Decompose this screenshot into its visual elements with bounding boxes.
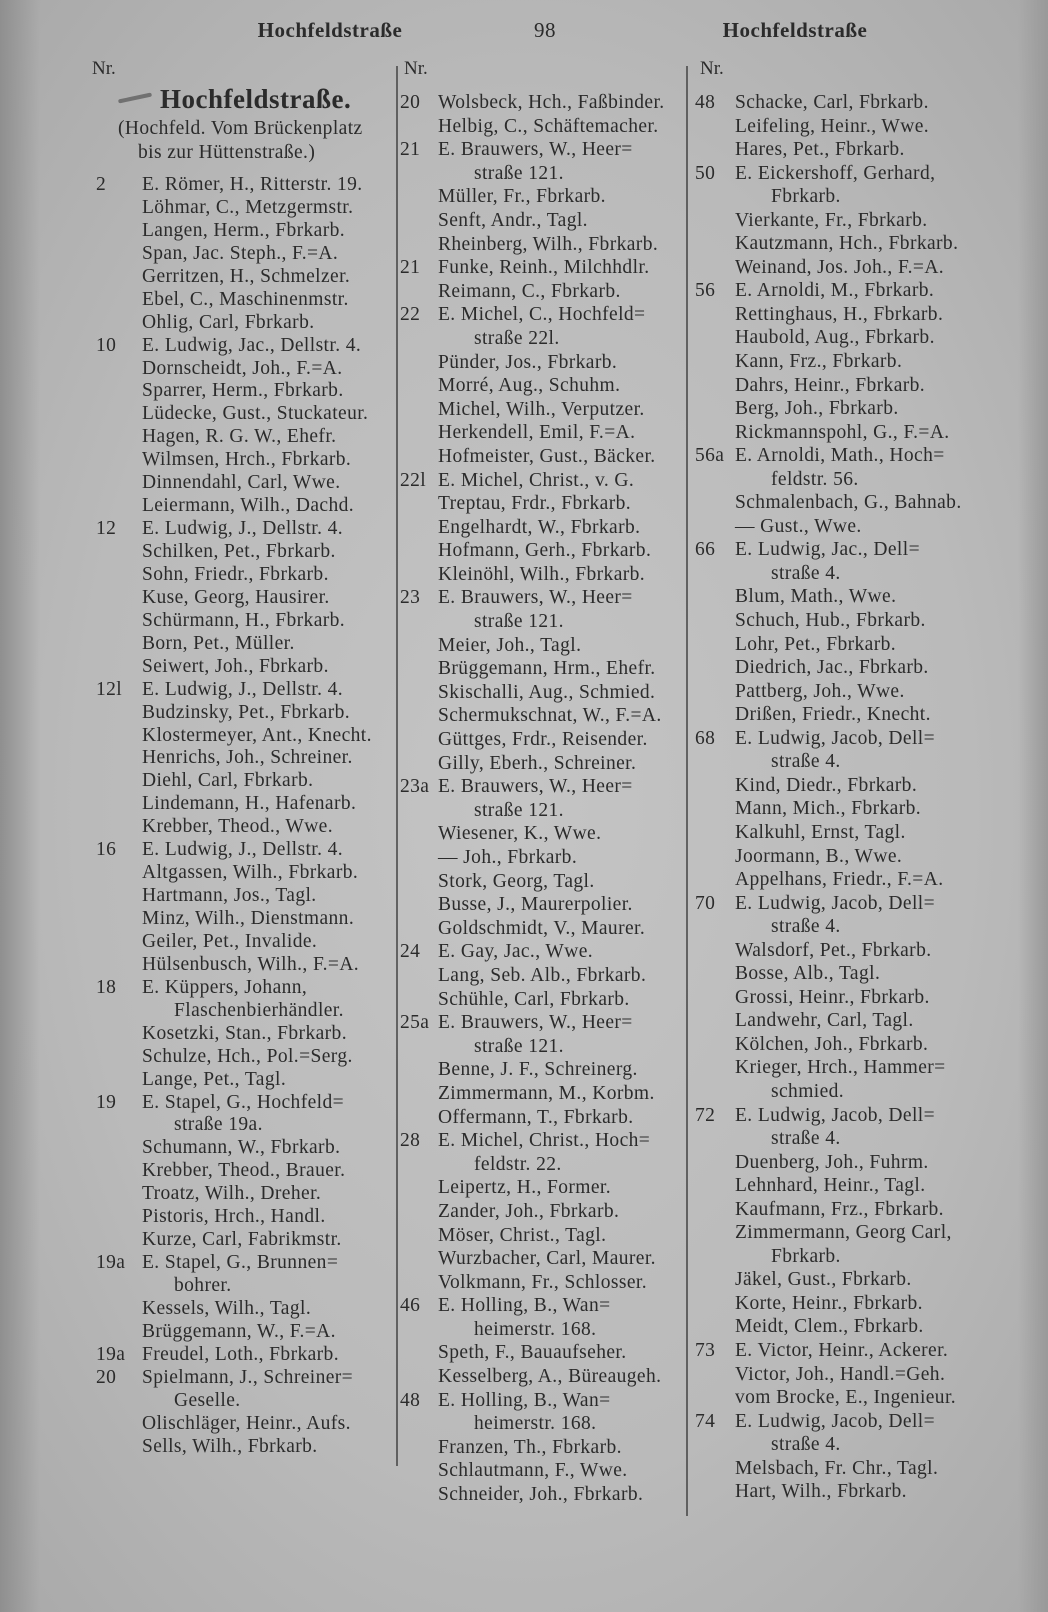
nr-column-heading: Nr. — [700, 58, 724, 79]
running-header-left: Hochfeldstraße — [257, 18, 403, 42]
resident-text: Leiermann, Wilh., Dachd. — [142, 495, 355, 517]
resident-text: Blum, Math., Wwe. — [735, 586, 897, 608]
resident-text: Sells, Wilh., Fbrkarb. — [142, 1435, 318, 1457]
resident-text: Diedrich, Jac., Fbrkarb. — [735, 657, 929, 679]
resident-text: Troatz, Wilh., Dreher. — [142, 1183, 322, 1205]
resident-text: Schumann, W., Fbrkarb. — [142, 1137, 341, 1159]
resident-text: Wilmsen, Hrch., Fbrkarb. — [142, 449, 352, 471]
resident-text: Helbig, C., Schäftemacher. — [438, 115, 659, 137]
resident-text: Langen, Herm., Fbrkarb. — [142, 219, 346, 241]
resident-text: Michel, Wilh., Verputzer. — [438, 398, 645, 420]
running-header-right: Hochfeldstraße — [722, 18, 868, 42]
resident-text: Born, Pet., Müller. — [142, 632, 295, 654]
resident-text: Haubold, Aug., Fbrkarb. — [735, 327, 935, 349]
resident-text: Güttges, Frdr., Reisender. — [438, 729, 648, 751]
resident-text: E. Michel, C., Hochfeld= — [438, 304, 646, 326]
resident-text: Grossi, Heinr., Fbrkarb. — [735, 986, 930, 1008]
resident-text: Ohlig, Carl, Fbrkarb. — [142, 311, 315, 333]
resident-text: feldstr. 22. — [474, 1153, 562, 1175]
house-number: 22 — [400, 304, 421, 326]
resident-text: Krebber, Theod., Wwe. — [142, 816, 334, 838]
resident-text: straße 121. — [474, 611, 564, 633]
resident-text: E. Ludwig, Jacob, Dell= — [735, 1104, 935, 1126]
resident-text: Kind, Diedr., Fbrkarb. — [735, 774, 918, 796]
resident-text: Brüggemann, W., F.=A. — [142, 1320, 336, 1342]
resident-text: — Joh., Fbrkarb. — [438, 847, 578, 868]
resident-text: Victor, Joh., Handl.=Geh. — [735, 1363, 946, 1385]
resident-text: Speth, F., Bauaufseher. — [438, 1342, 627, 1364]
resident-text: schmied. — [771, 1080, 845, 1102]
resident-text: Schürmann, H., Fbrkarb. — [142, 609, 346, 631]
resident-text: Korte, Heinr., Fbrkarb. — [735, 1292, 923, 1314]
resident-text: Brüggemann, Hrm., Ehefr. — [438, 658, 656, 680]
house-number: 18 — [96, 976, 117, 998]
resident-text: Drißen, Friedr., Knecht. — [735, 704, 931, 726]
resident-text: Ebel, C., Maschinenmstr. — [142, 288, 349, 310]
resident-text: Klostermeyer, Ant., Knecht. — [142, 724, 372, 746]
resident-text: E. Gay, Jac., Wwe. — [438, 941, 594, 963]
resident-text: Busse, J., Maurerpolier. — [438, 894, 633, 916]
resident-text: Freudel, Loth., Fbrkarb. — [142, 1343, 339, 1365]
nr-column-heading: Nr. — [404, 58, 428, 79]
house-number: 23 — [400, 587, 421, 609]
resident-text: Kann, Frz., Fbrkarb. — [735, 351, 903, 373]
resident-text: E. Ludwig, J., Dellstr. 4. — [142, 678, 344, 700]
house-number: 70 — [695, 892, 716, 914]
house-number: 56a — [695, 445, 725, 467]
resident-text: straße 4. — [771, 1434, 841, 1456]
resident-text: Sohn, Friedr., Fbrkarb. — [142, 563, 329, 585]
house-number: 19 — [96, 1091, 117, 1113]
resident-text: Engelhardt, W., Fbrkarb. — [438, 516, 641, 538]
resident-text: Mann, Mich., Fbrkarb. — [735, 798, 922, 820]
resident-text: Stork, Georg, Tagl. — [438, 870, 595, 892]
house-number: 12 — [96, 518, 117, 540]
resident-text: E. Stapel, G., Brunnen= — [142, 1252, 339, 1274]
resident-text: straße 4. — [771, 751, 841, 773]
street-title: Hochfeldstraße. — [160, 84, 352, 114]
column-divider — [396, 66, 398, 1466]
resident-text: E. Stapel, G., Hochfeld= — [142, 1091, 345, 1113]
resident-text: Benne, J. F., Schreinerg. — [438, 1059, 638, 1081]
resident-text: E. Michel, Christ., v. G. — [438, 469, 635, 491]
resident-text: Schühle, Carl, Fbrkarb. — [438, 988, 630, 1010]
resident-text: straße 22l. — [474, 327, 560, 349]
resident-text: Hofmeister, Gust., Bäcker. — [438, 445, 656, 467]
resident-text: Schneider, Joh., Fbrkarb. — [438, 1484, 644, 1506]
house-number: 28 — [400, 1130, 421, 1152]
resident-text: Rickmannspohl, G., F.=A. — [735, 421, 950, 443]
resident-text: Wurzbacher, Carl, Maurer. — [438, 1248, 656, 1270]
resident-text: Lang, Seb. Alb., Fbrkarb. — [438, 964, 647, 986]
resident-text: straße 4. — [771, 916, 841, 938]
house-number: 20 — [400, 92, 421, 113]
resident-text: — Gust., Wwe. — [735, 515, 862, 537]
resident-text: Möser, Christ., Tagl. — [438, 1224, 607, 1246]
resident-text: Schilken, Pet., Fbrkarb. — [142, 541, 336, 562]
house-number: 24 — [400, 941, 421, 963]
resident-text: Schacke, Carl, Fbrkarb. — [735, 92, 929, 113]
house-number: 22l — [400, 469, 427, 491]
resident-text: straße 19a. — [174, 1114, 263, 1136]
resident-text: Kölchen, Joh., Fbrkarb. — [735, 1033, 929, 1055]
resident-text: Berg, Joh., Fbrkarb. — [735, 398, 899, 420]
resident-text: straße 4. — [771, 1128, 841, 1150]
house-number: 10 — [96, 334, 117, 356]
resident-text: Meidt, Clem., Fbrkarb. — [735, 1316, 924, 1338]
house-number: 74 — [695, 1410, 716, 1432]
pencil-mark — [118, 93, 152, 104]
resident-text: Olischläger, Heinr., Aufs. — [142, 1412, 351, 1434]
resident-text: Hülsenbusch, Wilh., F.=A. — [142, 953, 360, 975]
resident-text: Kessels, Wilh., Tagl. — [142, 1297, 312, 1319]
nr-column-heading: Nr. — [92, 58, 116, 79]
house-number: 66 — [695, 539, 716, 561]
resident-text: E. Ludwig, Jac., Dell= — [735, 539, 920, 561]
house-number: 23a — [400, 776, 430, 798]
resident-text: Dornscheidt, Joh., F.=A. — [142, 357, 343, 379]
page-number: 98 — [534, 18, 556, 42]
house-number: 46 — [400, 1295, 421, 1317]
resident-text: Duenberg, Joh., Fuhrm. — [735, 1151, 929, 1173]
resident-text: Lohr, Pet., Fbrkarb. — [735, 633, 897, 655]
resident-text: Meier, Joh., Tagl. — [438, 634, 582, 656]
resident-text: Dinnendahl, Carl, Wwe. — [142, 472, 341, 494]
resident-text: E. Holling, B., Wan= — [438, 1295, 611, 1317]
resident-text: Treptau, Frdr., Fbrkarb. — [438, 493, 632, 515]
resident-text: E. Eickershoff, Gerhard, — [735, 162, 936, 184]
resident-text: Rettinghaus, H., Fbrkarb. — [735, 303, 944, 325]
house-number: 21 — [400, 139, 421, 161]
resident-text: Flaschenbierhändler. — [174, 999, 344, 1021]
resident-text: Skischalli, Aug., Schmied. — [438, 681, 656, 703]
house-number: 68 — [695, 727, 716, 749]
resident-text: Pistoris, Hrch., Handl. — [142, 1206, 326, 1228]
resident-text: bohrer. — [174, 1275, 232, 1296]
resident-text: heimerstr. 168. — [474, 1318, 597, 1340]
resident-text: E. Ludwig, Jacob, Dell= — [735, 727, 935, 749]
resident-text: Joormann, B., Wwe. — [735, 845, 903, 867]
resident-text: Lindemann, H., Hafenarb. — [142, 793, 357, 815]
resident-text: Zimmermann, M., Korbm. — [438, 1082, 655, 1104]
house-number: 56 — [695, 280, 716, 302]
resident-text: E. Ludwig, J., Dellstr. 4. — [142, 839, 344, 861]
resident-text: Lange, Pet., Tagl. — [142, 1068, 287, 1090]
resident-text: Hagen, R. G. W., Ehefr. — [142, 426, 337, 448]
resident-text: Weinand, Jos. Joh., F.=A. — [735, 256, 945, 278]
resident-text: E. Holling, B., Wan= — [438, 1389, 611, 1411]
resident-text: straße 121. — [474, 162, 564, 184]
resident-text: straße 121. — [474, 1035, 564, 1057]
resident-text: Diehl, Carl, Fbrkarb. — [142, 770, 314, 792]
house-number: 2 — [96, 174, 107, 195]
resident-text: Minz, Wilh., Dienstmann. — [142, 908, 355, 929]
resident-text: Landwehr, Carl, Tagl. — [735, 1010, 914, 1032]
resident-text: Span, Jac. Steph., F.=A. — [142, 242, 339, 264]
resident-text: E. Ludwig, Jac., Dellstr. 4. — [142, 334, 362, 356]
resident-text: Wiesener, K., Wwe. — [438, 823, 602, 845]
resident-text: Kaufmann, Frz., Fbrkarb. — [735, 1198, 944, 1220]
resident-text: Gerritzen, H., Schmelzer. — [142, 265, 351, 287]
resident-text: Kleinöhl, Wilh., Fbrkarb. — [438, 563, 646, 585]
resident-text: Kautzmann, Hch., Fbrkarb. — [735, 233, 959, 255]
resident-text: Spielmann, J., Schreiner= — [142, 1366, 354, 1388]
resident-text: Schermukschnat, W., F.=A. — [438, 705, 662, 727]
resident-text: E. Arnoldi, Math., Hoch= — [735, 445, 945, 467]
resident-text: Kalkuhl, Ernst, Tagl. — [735, 821, 906, 843]
resident-text: Pattberg, Joh., Wwe. — [735, 680, 905, 702]
resident-text: Zander, Joh., Fbrkarb. — [438, 1200, 620, 1222]
resident-text: Löhmar, C., Metzgermstr. — [142, 196, 354, 218]
resident-text: Herkendell, Emil, F.=A. — [438, 422, 636, 444]
resident-text: Funke, Reinh., Milchhdlr. — [438, 257, 650, 279]
resident-text: E. Arnoldi, M., Fbrkarb. — [735, 280, 935, 302]
resident-text: Altgassen, Wilh., Fbrkarb. — [142, 862, 359, 884]
resident-text: Appelhans, Friedr., F.=A. — [735, 869, 944, 891]
resident-text: Leifeling, Heinr., Wwe. — [735, 115, 930, 137]
resident-text: Kosetzki, Stan., Fbrkarb. — [142, 1022, 347, 1044]
house-number: 21 — [400, 257, 421, 279]
resident-text: Geiler, Pet., Invalide. — [142, 930, 318, 952]
house-number: 16 — [96, 839, 117, 861]
resident-text: Reimann, C., Fbrkarb. — [438, 280, 621, 302]
resident-text: E. Brauwers, W., Heer= — [438, 587, 633, 609]
resident-text: E. Brauwers, W., Heer= — [438, 1012, 633, 1034]
resident-text: Hart, Wilh., Fbrkarb. — [735, 1481, 907, 1503]
resident-text: E. Ludwig, Jacob, Dell= — [735, 1410, 935, 1432]
column-divider — [686, 66, 688, 1516]
resident-text: Senft, Andr., Tagl. — [438, 209, 588, 231]
house-number: 19a — [96, 1343, 126, 1365]
resident-text: Offermann, T., Fbrkarb. — [438, 1106, 634, 1128]
house-number: 48 — [695, 92, 716, 113]
resident-text: Lüdecke, Gust., Stuckateur. — [142, 403, 369, 425]
page-edge-shadow-right — [1018, 0, 1048, 1612]
resident-text: Lehnhard, Heinr., Tagl. — [735, 1175, 926, 1197]
resident-text: E. Victor, Heinr., Ackerer. — [735, 1339, 949, 1361]
resident-text: Schmalenbach, G., Bahnab. — [735, 492, 962, 514]
resident-text: Wolsbeck, Hch., Faßbinder. — [438, 92, 665, 113]
resident-text: Krieger, Hrch., Hammer= — [735, 1057, 946, 1079]
resident-text: Goldschmidt, V., Maurer. — [438, 917, 646, 939]
resident-text: straße 4. — [771, 562, 841, 584]
resident-text: Schuch, Hub., Fbrkarb. — [735, 610, 926, 632]
resident-text: Walsdorf, Pet., Fbrkarb. — [735, 939, 932, 961]
resident-text: Franzen, Th., Fbrkarb. — [438, 1436, 622, 1458]
resident-text: Fbrkarb. — [771, 1245, 841, 1267]
resident-text: Henrichs, Joh., Schreiner. — [142, 747, 353, 769]
resident-text: Fbrkarb. — [771, 186, 841, 208]
resident-text: Seiwert, Joh., Fbrkarb. — [142, 655, 329, 677]
house-number: 12l — [96, 678, 123, 700]
house-number: 72 — [695, 1104, 716, 1126]
resident-text: feldstr. 56. — [771, 468, 859, 490]
resident-text: Rheinberg, Wilh., Fbrkarb. — [438, 233, 659, 255]
resident-text: Jäkel, Gust., Fbrkarb. — [735, 1269, 912, 1291]
resident-text: Bosse, Alb., Tagl. — [735, 963, 881, 985]
resident-text: Schlautmann, F., Wwe. — [438, 1460, 628, 1482]
resident-text: Dahrs, Heinr., Fbrkarb. — [735, 374, 926, 396]
resident-text: Morré, Aug., Schuhm. — [438, 375, 621, 397]
street-subtitle: bis zur Hüttenstraße.) — [138, 142, 316, 163]
resident-text: Kesselberg, A., Büreaugeh. — [438, 1366, 662, 1388]
resident-text: Schulze, Hch., Pol.=Serg. — [142, 1045, 353, 1067]
resident-text: E. Michel, Christ., Hoch= — [438, 1130, 651, 1152]
resident-text: E. Brauwers, W., Heer= — [438, 139, 633, 161]
resident-text: Vierkante, Fr., Fbrkarb. — [735, 209, 928, 231]
resident-text: Hofmann, Gerh., Fbrkarb. — [438, 540, 652, 562]
resident-text: Leipertz, H., Former. — [438, 1177, 612, 1199]
resident-text: E. Römer, H., Ritterstr. 19. — [142, 174, 363, 195]
resident-text: E. Ludwig, Jacob, Dell= — [735, 892, 935, 914]
resident-text: Kurze, Carl, Fabrikmstr. — [142, 1229, 342, 1251]
resident-text: heimerstr. 168. — [474, 1413, 597, 1435]
house-number: 73 — [695, 1339, 716, 1361]
house-number: 20 — [96, 1366, 117, 1388]
page-edge-shadow-left — [0, 0, 40, 1612]
house-number: 25a — [400, 1012, 430, 1034]
resident-text: Geselle. — [174, 1389, 241, 1411]
resident-text: Krebber, Theod., Brauer. — [142, 1160, 346, 1182]
resident-text: Sparrer, Herm., Fbrkarb. — [142, 380, 344, 402]
resident-text: Melsbach, Fr. Chr., Tagl. — [735, 1457, 939, 1479]
resident-text: Gilly, Eberh., Schreiner. — [438, 752, 637, 774]
resident-text: Zimmermann, Georg Carl, — [735, 1222, 952, 1244]
resident-text: E. Brauwers, W., Heer= — [438, 776, 633, 798]
house-number: 19a — [96, 1252, 126, 1274]
resident-text: E. Ludwig, J., Dellstr. 4. — [142, 518, 344, 540]
resident-text: straße 121. — [474, 799, 564, 821]
resident-text: Hares, Pet., Fbrkarb. — [735, 139, 905, 161]
resident-text: Pünder, Jos., Fbrkarb. — [438, 351, 618, 373]
resident-text: Volkmann, Fr., Schlosser. — [438, 1271, 647, 1293]
resident-text: Kuse, Georg, Hausirer. — [142, 586, 330, 608]
resident-text: E. Küppers, Johann, — [142, 976, 308, 998]
resident-text: Budzinsky, Pet., Fbrkarb. — [142, 701, 351, 723]
resident-text: Hartmann, Jos., Tagl. — [142, 885, 317, 907]
street-subtitle: (Hochfeld. Vom Brückenplatz — [118, 118, 363, 139]
house-number: 50 — [695, 162, 716, 184]
resident-text: vom Brocke, E., Ingenieur. — [735, 1387, 957, 1409]
resident-text: Müller, Fr., Fbrkarb. — [438, 186, 606, 208]
house-number: 48 — [400, 1389, 421, 1411]
